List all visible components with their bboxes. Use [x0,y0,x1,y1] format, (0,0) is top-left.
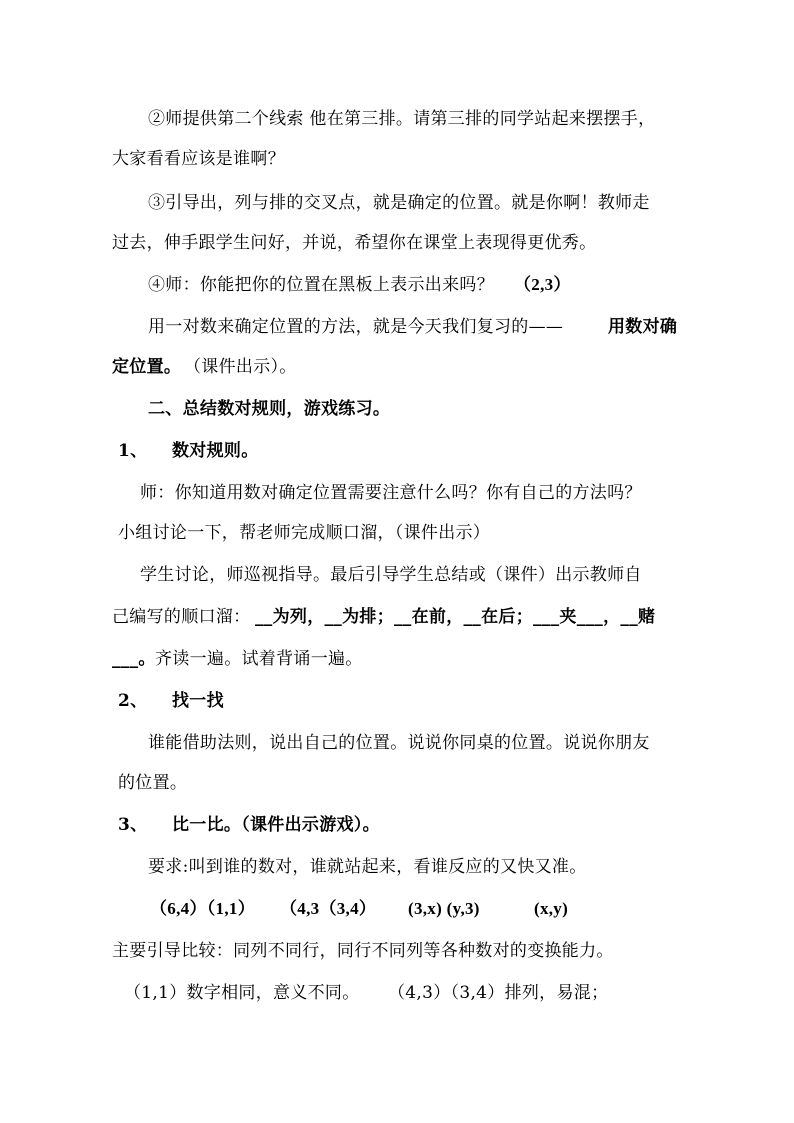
paragraph-line: 用一对数来确定位置的方法，就是今天我们复习的—— [148,317,564,337]
paragraph-line: 要求:叫到谁的数对，谁就站起来，看谁反应的又快又准。 [148,857,587,877]
paragraph-line: 的位置。 [118,773,188,793]
paragraph-line: （1,1）数字相同，意义不同。 [124,983,360,1003]
paragraph-line: （课件出示）。 [184,357,297,377]
bold-phrase: 定位置。 [112,357,182,377]
rhyme-blanks: __为列，__为排；__在前，__在后；___夹___，__赌 [255,607,656,627]
rhyme-blanks: ___。 [112,649,156,669]
paragraph-line: ④师：你能把你的位置在黑板上表示出来吗？ [148,275,494,295]
coordinate-text: (3,x) (y,3) [408,899,480,918]
paragraph-line: 师：你知道用数对确定位置需要注意什么吗？你有自己的方法吗？ [140,483,642,503]
section-heading: 二、总结数对规则，游戏练习。 [148,399,391,419]
paragraph-line: 小组讨论一下，帮老师完成顺口溜，（课件出示） [118,523,491,543]
list-number: 3、 [118,815,148,835]
list-heading: 比一比。（课件出示游戏）。 [172,815,380,835]
paragraph-line: ③引导出，列与排的交叉点，就是确定的位置。就是你啊！教师走 [148,193,650,213]
list-heading: 找一找 [172,691,224,711]
coordinate-text: (x,y) [534,899,569,918]
coordinate-text: （4,3（3,4） [280,899,377,918]
paragraph-line: 齐读一遍。试着背诵一遍。 [155,649,363,669]
list-number: 1、 [118,441,148,461]
list-number: 2、 [118,691,148,711]
paragraph-line: 过去，伸手跟学生问好，并说，希望你在课堂上表现得更优秀。 [112,233,597,253]
paragraph-line: 己编写的顺口溜： [112,607,251,627]
coordinate-text: （2,3） [514,275,571,294]
coordinate-text: （6,4）（1,1） [150,899,255,918]
paragraph-line: 学生讨论，师巡视指导。最后引导学生总结或（课件）出示教师自 [140,565,642,585]
paragraph-line: ②师提供第二个线索 他在第三排。请第三排的同学站起来摆摆手， [148,109,656,129]
paragraph-line: 主要引导比较：同列不同行，同行不同列等各种数对的变换能力。 [112,941,614,961]
paragraph-line: 大家看看应该是谁啊？ [112,149,285,169]
bold-phrase: 用数对确 [608,317,678,337]
list-heading: 数对规则。 [172,441,259,461]
paragraph-line: 谁能借助法则，说出自己的位置。说说你同桌的位置。说说你朋友 [148,733,650,753]
paragraph-line: （4,3）（3,4）排列，易混； [388,983,609,1003]
